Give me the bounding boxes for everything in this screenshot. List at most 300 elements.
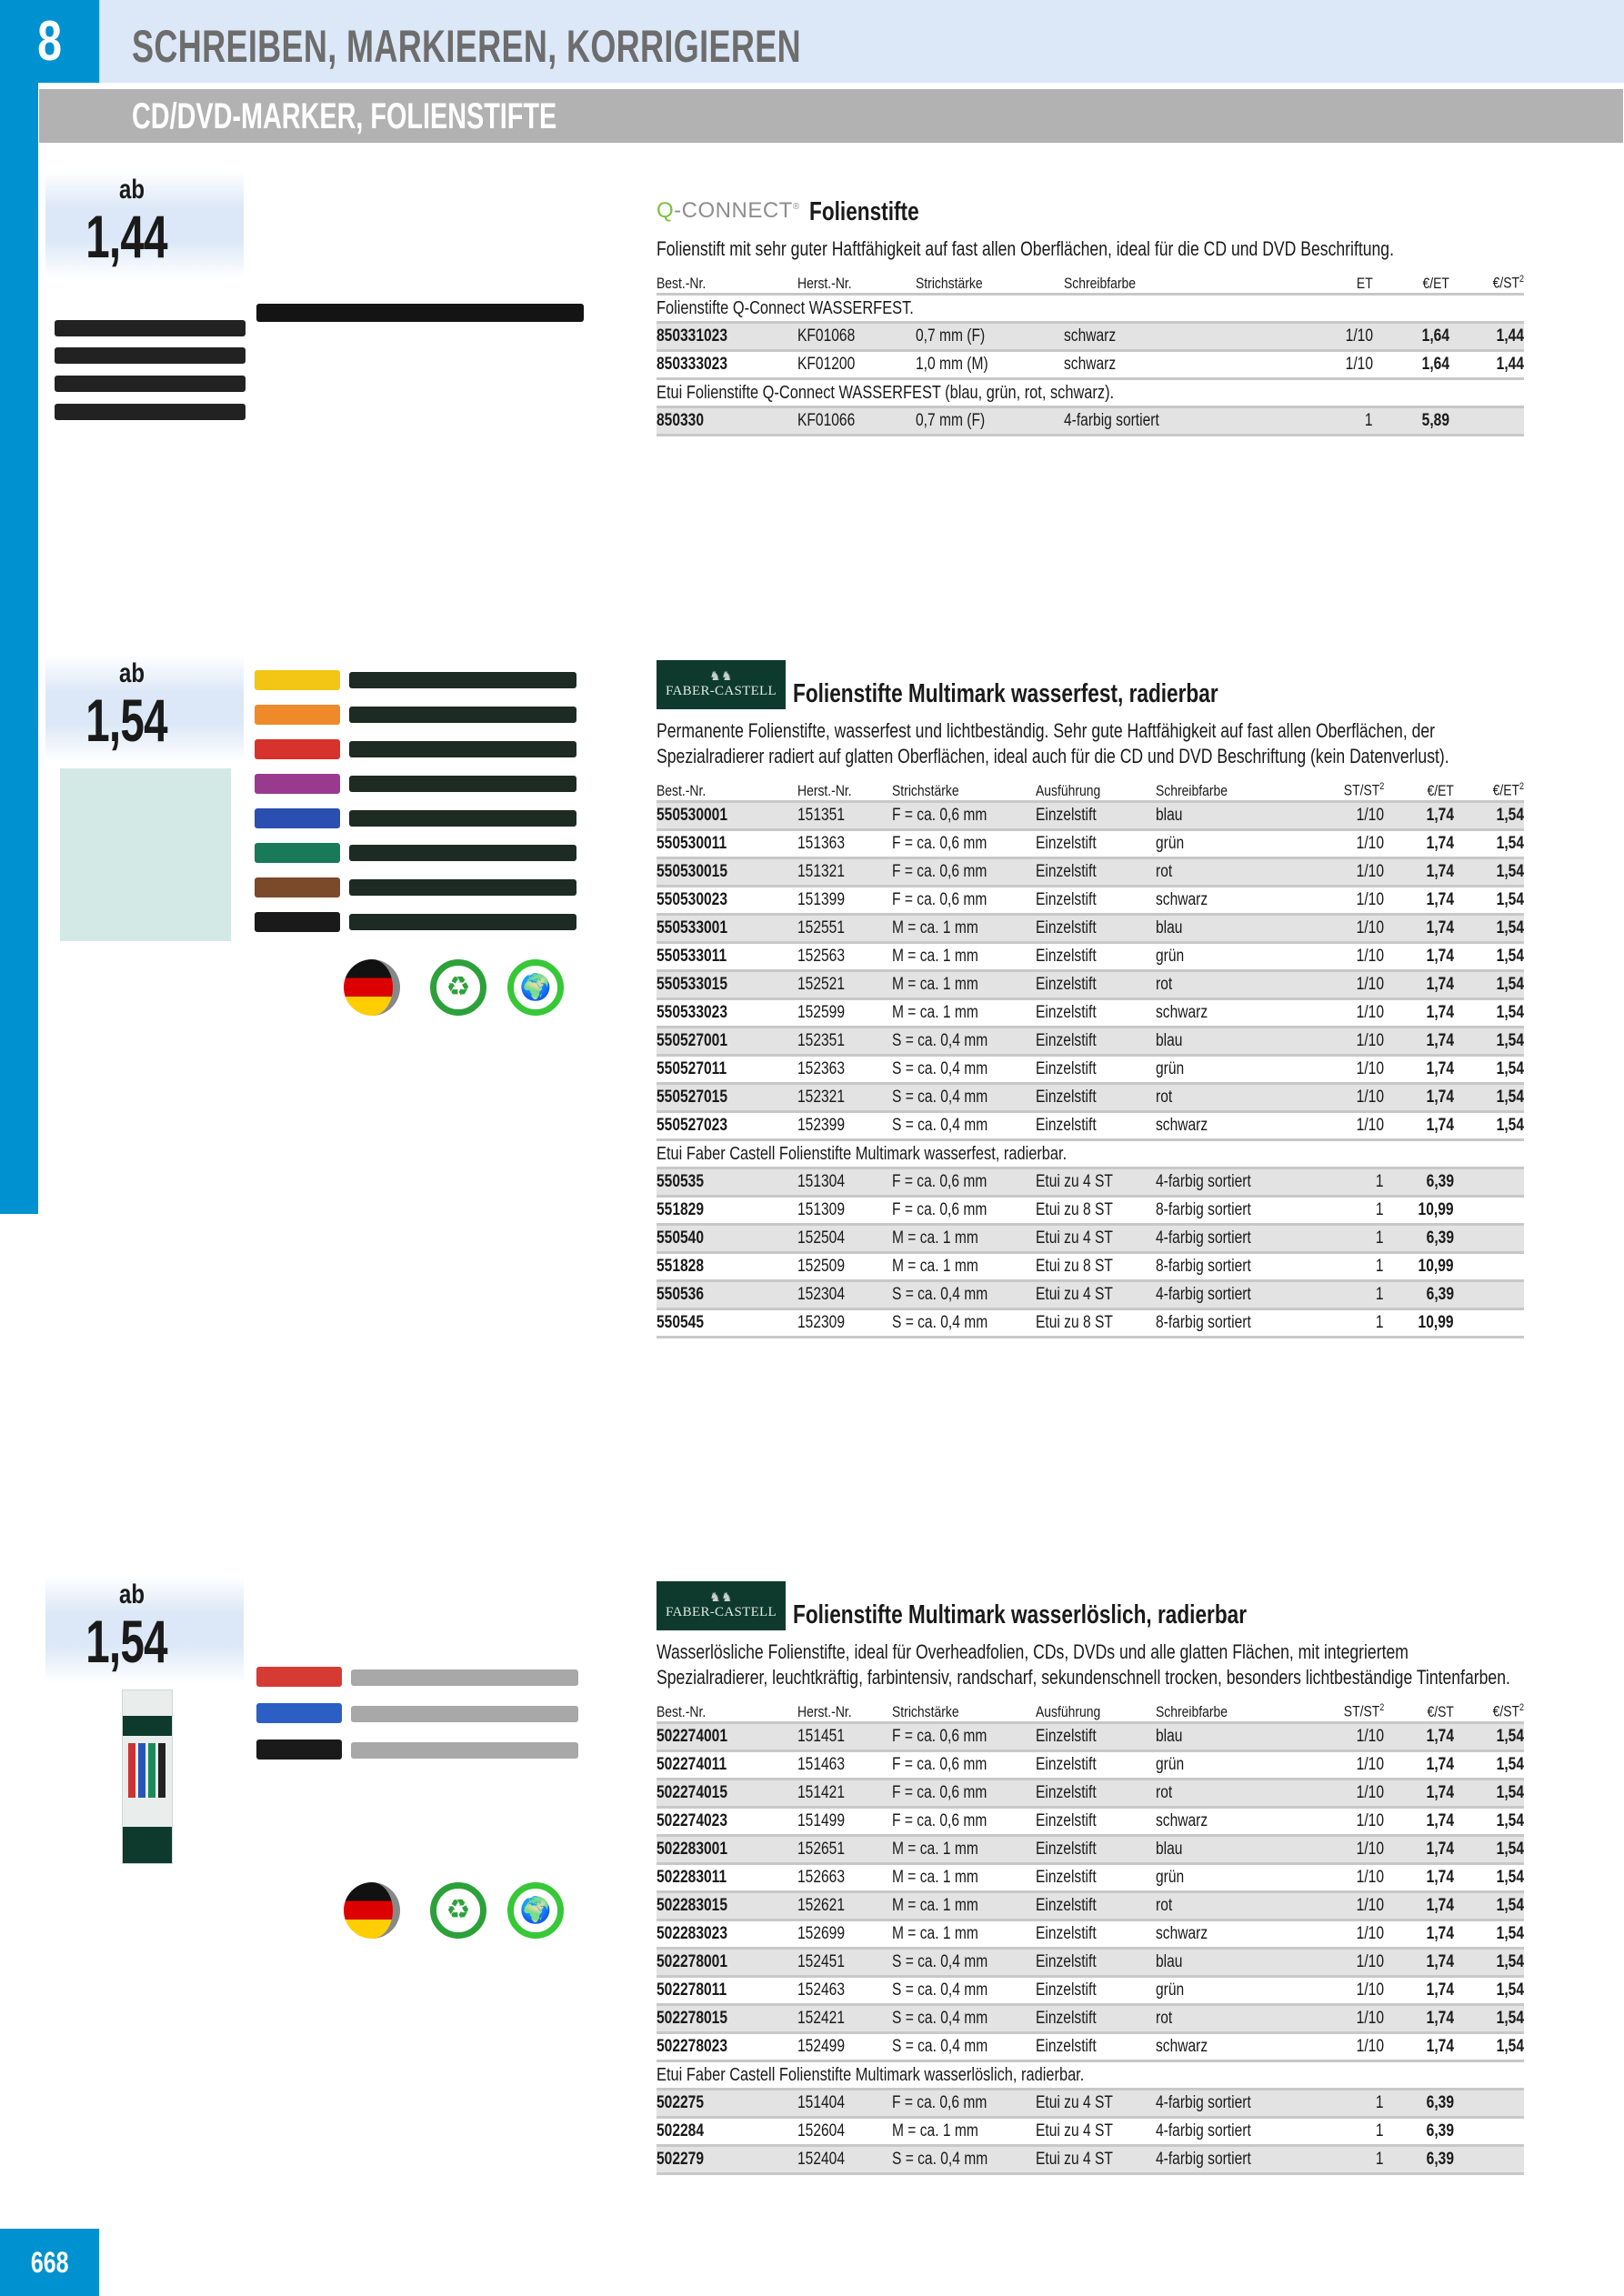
table-row [657, 1197, 1524, 1225]
table-cell: 152404 [797, 2146, 892, 2174]
order-number: 550530011 [657, 830, 797, 858]
table-cell: 1,54 [1454, 858, 1524, 887]
column-header: Ausführung [1036, 1696, 1156, 1723]
table-cell: 1 [1288, 1225, 1384, 1253]
table-cell: M = ca. 1 mm [892, 1920, 1036, 1949]
table-cell: 6,39 [1384, 1168, 1454, 1197]
table-cell: F = ca. 0,6 mm [892, 858, 1036, 887]
table-cell: 1,74 [1384, 802, 1454, 830]
table-cell: 1,74 [1384, 1084, 1454, 1112]
table-cell: 1/10 [1288, 1028, 1384, 1056]
table-cell: S = ca. 0,4 mm [892, 1281, 1036, 1309]
table-cell: 1,54 [1454, 1084, 1524, 1112]
table-cell: 1/10 [1288, 1949, 1384, 1977]
table-row [657, 999, 1524, 1028]
order-number: 550530023 [657, 887, 797, 915]
product-photo-usage [60, 768, 231, 941]
table-cell: 8-farbig sortiert [1156, 1253, 1288, 1281]
table-row [657, 2146, 1524, 2174]
table-cell: 151321 [797, 858, 892, 887]
order-number: 502283001 [657, 1836, 797, 1864]
table-cell: 1,54 [1454, 1920, 1524, 1949]
table-group-label-row [657, 1140, 1524, 1168]
price-prefix: ab [118, 175, 145, 205]
table-cell: 1,74 [1384, 1977, 1454, 2005]
table-cell: Einzelstift [1036, 1920, 1156, 1949]
product-description: Permanente Folienstifte, wasserfest und lichtbeständig. Sehr gute Haftfähigkeit auf fast allen Oberflächen, der Spezialradierer radiert auf glatten Oberflächen, ideal auch für die CD und DVD Beschriftung (kein Datenverlust). [657, 719, 1449, 767]
order-number: 502278015 [657, 2005, 797, 2033]
table-cell: 1,74 [1384, 1808, 1454, 1836]
product-image-multimark-nonpermanent [256, 1667, 584, 1776]
table-cell: 10,99 [1384, 1197, 1454, 1225]
table-cell: 4-farbig sortiert [1156, 1225, 1288, 1253]
order-number: 551829 [657, 1197, 797, 1225]
order-number: 502284 [657, 2118, 797, 2146]
table-cell: S = ca. 0,4 mm [892, 1028, 1036, 1056]
column-header: Herst.-Nr. [797, 267, 916, 295]
table-cell: 1,74 [1384, 999, 1454, 1028]
table-cell: 1 [1288, 1197, 1384, 1225]
table-cell: 152551 [797, 915, 892, 943]
table-cell: 152351 [797, 1028, 892, 1056]
table-cell: 1,54 [1454, 802, 1524, 830]
order-number: 502275 [657, 2090, 797, 2118]
table-cell: grün [1156, 1864, 1288, 1892]
table-cell: 1/10 [1288, 1112, 1384, 1140]
table-cell: F = ca. 0,6 mm [892, 887, 1036, 915]
column-header: €/ET [1384, 775, 1454, 802]
table-cell: 1,74 [1384, 1780, 1454, 1808]
table-cell: 0,7 mm (F) [916, 407, 1064, 436]
table-cell: 10,99 [1384, 1309, 1454, 1338]
table-cell: Einzelstift [1036, 971, 1156, 999]
table-row [657, 1225, 1524, 1253]
table-cell: M = ca. 1 mm [892, 1864, 1036, 1892]
order-number: 502279 [657, 2146, 797, 2174]
table-cell: 1,54 [1454, 1056, 1524, 1084]
table-cell: blau [1156, 802, 1288, 830]
order-number: 502274015 [657, 1780, 797, 1808]
table-cell: 1/10 [1288, 1751, 1384, 1780]
table-cell: 1,54 [1454, 999, 1524, 1028]
table-cell: 152651 [797, 1836, 892, 1864]
table-cell: 151351 [797, 802, 892, 830]
table-cell: blau [1156, 1836, 1288, 1864]
order-number: 502283023 [657, 1920, 797, 1949]
table-cell: 151404 [797, 2090, 892, 2118]
table-cell: 1,74 [1384, 1056, 1454, 1084]
table-cell: 152621 [797, 1892, 892, 1920]
table-cell: 1,74 [1384, 1112, 1454, 1140]
price-badge [45, 171, 244, 278]
column-header: €/ET [1373, 267, 1449, 295]
table-cell: grün [1156, 830, 1288, 858]
table-cell: 1/10 [1288, 1920, 1384, 1949]
column-header: Herst.-Nr. [797, 1696, 892, 1723]
table-cell: M = ca. 1 mm [892, 915, 1036, 943]
table-cell: 1/10 [1288, 1892, 1384, 1920]
table-cell: KF01066 [797, 407, 916, 436]
table-cell: Einzelstift [1036, 1892, 1156, 1920]
table-row [657, 1723, 1524, 1751]
table-cell [1454, 1281, 1524, 1309]
product-table [657, 267, 1524, 436]
column-header: Strichstärke [916, 267, 1064, 295]
table-cell: 5,89 [1373, 407, 1449, 436]
climate-neutral-icon: 🌍 [507, 959, 564, 1016]
column-header: Schreibfarbe [1064, 267, 1273, 295]
table-cell: 1/10 [1288, 2005, 1384, 2033]
table-row [657, 830, 1524, 858]
column-header: €/ST [1384, 1696, 1454, 1723]
column-header: ET [1273, 267, 1373, 295]
table-cell: 1,54 [1454, 1836, 1524, 1864]
order-number: 550533015 [657, 971, 797, 999]
table-cell: 8-farbig sortiert [1156, 1197, 1288, 1225]
table-cell: 152663 [797, 1864, 892, 1892]
table-cell: S = ca. 0,4 mm [892, 1112, 1036, 1140]
table-row [657, 1949, 1524, 1977]
table-cell: 1/10 [1273, 351, 1373, 379]
price-value: 1,54 [85, 1608, 167, 1675]
table-cell: 1,74 [1384, 1949, 1454, 1977]
table-cell: 6,39 [1384, 1281, 1454, 1309]
table-cell: F = ca. 0,6 mm [892, 1723, 1036, 1751]
product-title: Folienstifte Multimark wasserfest, radierbar [793, 679, 1218, 708]
table-cell: Etui zu 8 ST [1036, 1309, 1156, 1338]
table-cell [1449, 407, 1524, 436]
table-cell: 1/10 [1288, 1864, 1384, 1892]
table-cell: schwarz [1156, 1920, 1288, 1949]
column-header: Best.-Nr. [657, 1696, 797, 1723]
table-cell: 1/10 [1288, 1723, 1384, 1751]
table-cell: 152463 [797, 1977, 892, 2005]
table-cell: Einzelstift [1036, 2005, 1156, 2033]
price-prefix: ab [118, 1579, 145, 1609]
table-cell: 1/10 [1288, 1977, 1384, 2005]
order-number: 550535 [657, 1168, 797, 1197]
brand-logo-faber-castell: ♞♞ FABER-CASTELL [657, 1581, 786, 1630]
table-row [657, 1836, 1524, 1864]
price-prefix: ab [118, 658, 145, 688]
table-cell: 152499 [797, 2033, 892, 2061]
table-cell: 1/10 [1288, 1836, 1384, 1864]
table-cell: F = ca. 0,6 mm [892, 802, 1036, 830]
table-cell: schwarz [1156, 999, 1288, 1028]
table-cell: 1,54 [1454, 887, 1524, 915]
table-row [657, 971, 1524, 999]
table-cell: M = ca. 1 mm [892, 1253, 1036, 1281]
order-number: 550533023 [657, 999, 797, 1028]
chapter-title: SCHREIBEN, MARKIEREN, KORRIGIEREN [132, 21, 801, 72]
table-cell: KF01200 [797, 351, 916, 379]
brand-logo-faber-castell: ♞♞ FABER-CASTELL [657, 660, 786, 709]
table-cell: 4-farbig sortiert [1156, 2090, 1288, 2118]
table-cell: Etui zu 8 ST [1036, 1253, 1156, 1281]
table-row [657, 887, 1524, 915]
order-number: 550545 [657, 1309, 797, 1338]
table-cell: 152399 [797, 1112, 892, 1140]
table-cell: 152599 [797, 999, 892, 1028]
table-cell: Einzelstift [1036, 1028, 1156, 1056]
table-cell: 151309 [797, 1197, 892, 1225]
table-cell: Einzelstift [1036, 999, 1156, 1028]
table-cell: 1,54 [1454, 943, 1524, 971]
table-cell: F = ca. 0,6 mm [892, 1780, 1036, 1808]
table-cell: F = ca. 0,6 mm [892, 1197, 1036, 1225]
table-row [657, 1808, 1524, 1836]
table-cell: S = ca. 0,4 mm [892, 2005, 1036, 2033]
table-cell: 1 [1288, 1281, 1384, 1309]
table-cell: blau [1156, 1028, 1288, 1056]
table-cell: 1,74 [1384, 2005, 1454, 2033]
order-number: 502274023 [657, 1808, 797, 1836]
table-cell: 1/10 [1288, 1780, 1384, 1808]
chapter-number-box [0, 0, 99, 83]
table-cell: KF01068 [797, 323, 916, 351]
table-row [657, 2005, 1524, 2033]
table-row [657, 1977, 1524, 2005]
table-cell: 152451 [797, 1949, 892, 1977]
made-in-germany-icon [344, 1882, 400, 1939]
table-cell [1454, 2118, 1524, 2146]
table-cell: 152563 [797, 943, 892, 971]
table-cell: 1/10 [1288, 915, 1384, 943]
product-image-etui-pack [122, 1689, 173, 1864]
table-cell: 8-farbig sortiert [1156, 1309, 1288, 1338]
table-cell: F = ca. 0,6 mm [892, 830, 1036, 858]
order-number: 502274001 [657, 1723, 797, 1751]
table-cell: 1,54 [1454, 1808, 1524, 1836]
table-cell: M = ca. 1 mm [892, 1836, 1036, 1864]
table-cell: Etui zu 4 ST [1036, 1225, 1156, 1253]
table-row [657, 1309, 1524, 1338]
product-image-qconnect-pen [256, 300, 584, 327]
table-cell: Einzelstift [1036, 1751, 1156, 1780]
order-number: 502278023 [657, 2033, 797, 2061]
order-number: 502283011 [657, 1864, 797, 1892]
table-header-row [657, 1696, 1524, 1723]
group-label: Etui Folienstifte Q-Connect WASSERFEST (blau, grün, rot, schwarz). [657, 382, 1115, 403]
table-cell: grün [1156, 1977, 1288, 2005]
table-cell: Einzelstift [1036, 915, 1156, 943]
table-cell: 1/10 [1273, 323, 1373, 351]
table-group-label-row [657, 379, 1524, 407]
table-cell: 1/10 [1288, 2033, 1384, 2061]
column-header: Schreibfarbe [1156, 1696, 1288, 1723]
table-cell: 1,74 [1384, 1892, 1454, 1920]
table-cell: 1 [1288, 1309, 1384, 1338]
brand-logo-qconnect: Q-CONNECT® [657, 198, 800, 223]
order-number: 550527001 [657, 1028, 797, 1056]
table-cell: 1,74 [1384, 943, 1454, 971]
table-cell: 1,74 [1384, 2033, 1454, 2061]
table-cell: 1,54 [1454, 2033, 1524, 2061]
table-cell: 1/10 [1288, 858, 1384, 887]
table-row [657, 2118, 1524, 2146]
order-number: 502274011 [657, 1751, 797, 1780]
table-row [657, 858, 1524, 887]
table-cell [1454, 1197, 1524, 1225]
table-cell: 4-farbig sortiert [1064, 407, 1273, 436]
table-cell: Einzelstift [1036, 943, 1156, 971]
table-row [657, 1892, 1524, 1920]
column-header: Schreibfarbe [1156, 775, 1288, 802]
product-image-multimark-permanent [255, 668, 582, 932]
price-value: 1,54 [85, 687, 167, 754]
product-description: Wasserlösliche Folienstifte, ideal für Overheadfolien, CDs, DVDs und alle glatten Flächen, mit integriertem Spezialradierer, leuchtkräftig, farbintensiv, randscharf, sekundenschnell trocken, besonders lichtbeständige Tintenfarben. [657, 1640, 1510, 1689]
table-row [657, 323, 1524, 351]
table-cell: schwarz [1156, 887, 1288, 915]
table-cell: 1,74 [1384, 1864, 1454, 1892]
table-cell: 151451 [797, 1723, 892, 1751]
chapter-sidebar-tab [0, 83, 38, 1214]
table-cell: 1,74 [1384, 887, 1454, 915]
product-block-multimark-permanent [657, 655, 1524, 1338]
column-header: $€/ST^2$ [1449, 267, 1524, 295]
table-cell: 1,54 [1454, 2005, 1524, 2033]
column-header: Ausführung [1036, 775, 1156, 802]
table-row [657, 1281, 1524, 1309]
table-cell: S = ca. 0,4 mm [892, 2033, 1036, 2061]
order-number: 502278011 [657, 1977, 797, 2005]
table-cell: schwarz [1064, 323, 1273, 351]
table-cell: Einzelstift [1036, 2033, 1156, 2061]
table-cell: 151399 [797, 887, 892, 915]
table-row [657, 1028, 1524, 1056]
table-row [657, 802, 1524, 830]
table-cell: F = ca. 0,6 mm [892, 2090, 1036, 2118]
table-cell: rot [1156, 2005, 1288, 2033]
table-cell: 1,74 [1384, 1723, 1454, 1751]
table-cell: M = ca. 1 mm [892, 1892, 1036, 1920]
price-badge [45, 655, 244, 762]
table-cell: 152504 [797, 1225, 892, 1253]
table-cell: Einzelstift [1036, 1836, 1156, 1864]
table-row [657, 351, 1524, 379]
table-cell: 151304 [797, 1168, 892, 1197]
table-cell: 1,54 [1454, 1112, 1524, 1140]
table-row [657, 1864, 1524, 1892]
table-cell: Etui zu 8 ST [1036, 1197, 1156, 1225]
table-cell: 1,54 [1454, 915, 1524, 943]
table-cell: 1/10 [1288, 943, 1384, 971]
table-cell: Etui zu 4 ST [1036, 2118, 1156, 2146]
order-number: 850333023 [657, 351, 797, 379]
table-cell: 151421 [797, 1780, 892, 1808]
made-in-germany-icon [344, 959, 400, 1016]
table-cell: 1,74 [1384, 915, 1454, 943]
table-cell: M = ca. 1 mm [892, 999, 1036, 1028]
table-cell: 1,54 [1454, 1892, 1524, 1920]
table-cell: rot [1156, 858, 1288, 887]
table-cell: 1 [1288, 2118, 1384, 2146]
table-cell: rot [1156, 1084, 1288, 1112]
order-number: 550533001 [657, 915, 797, 943]
table-cell: M = ca. 1 mm [892, 1225, 1036, 1253]
table-cell: 1,44 [1449, 323, 1524, 351]
table-cell: 4-farbig sortiert [1156, 1168, 1288, 1197]
column-header: Strichstärke [892, 1696, 1036, 1723]
table-cell: M = ca. 1 mm [892, 943, 1036, 971]
climate-neutral-icon: 🌍 [507, 1882, 564, 1939]
table-cell: grün [1156, 943, 1288, 971]
table-cell: M = ca. 1 mm [892, 2118, 1036, 2146]
table-cell: Einzelstift [1036, 1056, 1156, 1084]
table-cell: 1 [1288, 2146, 1384, 2174]
price-value: 1,44 [85, 203, 167, 270]
table-row [657, 1780, 1524, 1808]
table-cell: 6,39 [1384, 1225, 1454, 1253]
table-cell: Einzelstift [1036, 1864, 1156, 1892]
table-cell [1454, 1309, 1524, 1338]
table-cell: 152509 [797, 1253, 892, 1281]
table-cell: Etui zu 4 ST [1036, 1281, 1156, 1309]
table-cell: 4-farbig sortiert [1156, 1281, 1288, 1309]
table-cell: 152363 [797, 1056, 892, 1084]
table-cell: 1,64 [1373, 323, 1449, 351]
column-header: Best.-Nr. [657, 267, 797, 295]
table-cell: 152304 [797, 1281, 892, 1309]
table-cell: 152604 [797, 2118, 892, 2146]
table-cell: 1,54 [1454, 1723, 1524, 1751]
table-cell: 1/10 [1288, 1084, 1384, 1112]
table-cell: blau [1156, 1723, 1288, 1751]
table-cell: Etui zu 4 ST [1036, 1168, 1156, 1197]
table-cell: 1,74 [1384, 1028, 1454, 1056]
table-cell: 1 [1273, 407, 1373, 436]
table-header-row [657, 267, 1524, 295]
table-cell: F = ca. 0,6 mm [892, 1808, 1036, 1836]
order-number: 551828 [657, 1253, 797, 1281]
table-cell: schwarz [1156, 2033, 1288, 2061]
table-cell: 1,54 [1454, 830, 1524, 858]
table-cell: S = ca. 0,4 mm [892, 1084, 1036, 1112]
table-cell [1454, 1253, 1524, 1281]
table-cell: 152521 [797, 971, 892, 999]
order-number: 550536 [657, 1281, 797, 1309]
table-cell: 1,74 [1384, 830, 1454, 858]
table-cell: Einzelstift [1036, 1723, 1156, 1751]
table-row [657, 1751, 1524, 1780]
product-title: Folienstifte [808, 197, 919, 226]
table-row [657, 1112, 1524, 1140]
table-row [657, 1920, 1524, 1949]
recycle-icon: ♻ [430, 959, 486, 1016]
column-header: $ST/ST^2$ [1288, 1696, 1384, 1723]
table-cell: 1/10 [1288, 887, 1384, 915]
table-cell [1454, 1168, 1524, 1197]
table-cell: 1,74 [1384, 1751, 1454, 1780]
column-header: Best.-Nr. [657, 775, 797, 802]
table-cell: 1,54 [1454, 1949, 1524, 1977]
product-title: Folienstifte Multimark wasserlöslich, radierbar [793, 1600, 1248, 1629]
product-table [657, 775, 1524, 1338]
table-cell: rot [1156, 971, 1288, 999]
table-cell: 151363 [797, 830, 892, 858]
table-row [657, 915, 1524, 943]
table-cell: grün [1156, 1751, 1288, 1780]
table-cell: 1 [1288, 2090, 1384, 2118]
table-cell [1454, 1225, 1524, 1253]
chapter-number: 8 [37, 10, 63, 73]
table-cell: blau [1156, 1949, 1288, 1977]
order-number: 502283015 [657, 1892, 797, 1920]
table-cell: 151463 [797, 1751, 892, 1780]
table-cell: grün [1156, 1056, 1288, 1084]
table-cell: 1/10 [1288, 830, 1384, 858]
table-cell: 6,39 [1384, 2146, 1454, 2174]
